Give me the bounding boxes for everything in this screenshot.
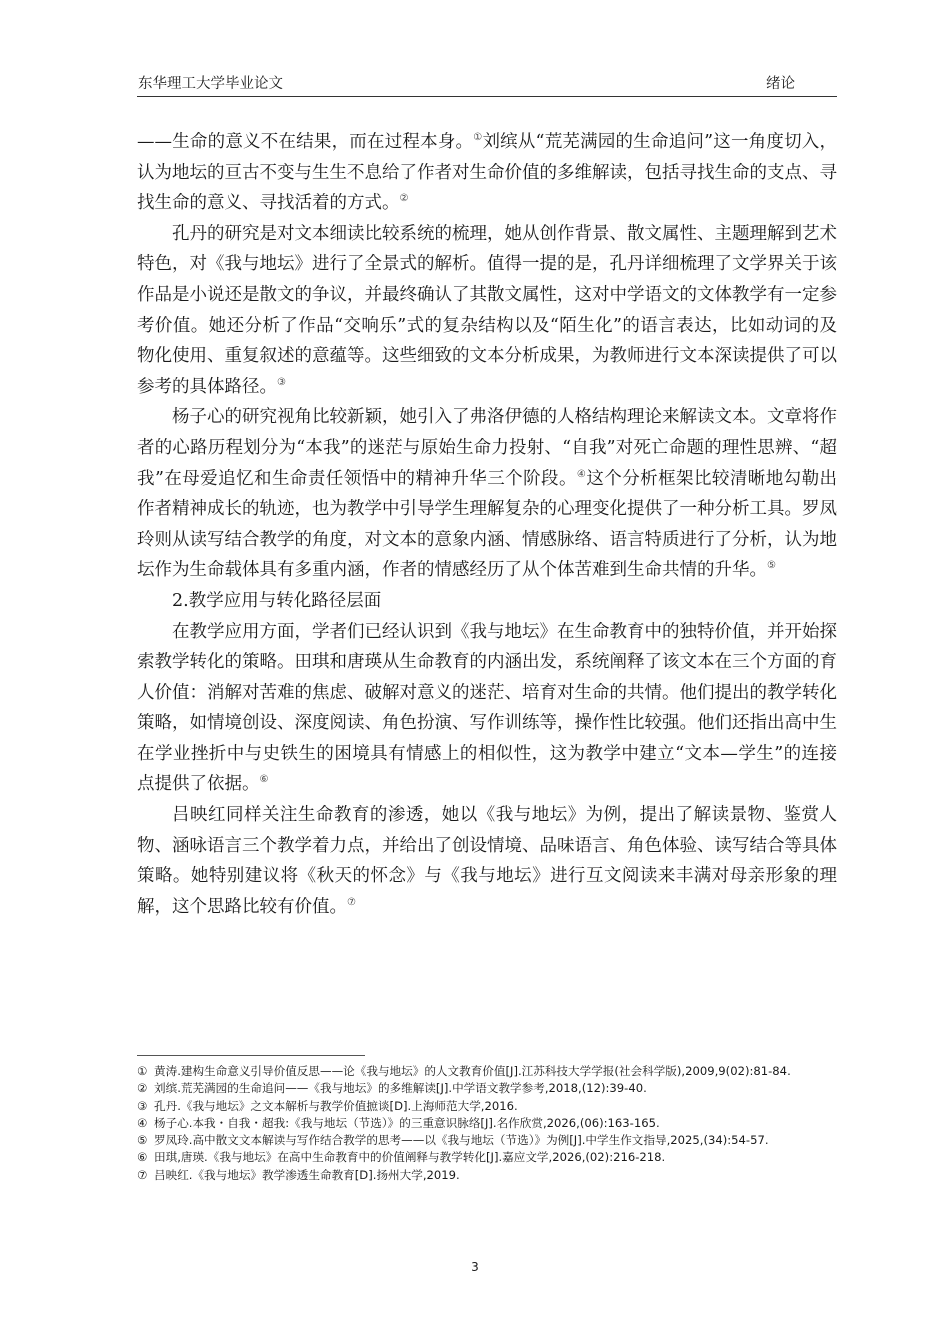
footnote-marker: ④: [137, 1115, 148, 1130]
paragraph-text: 孔丹的研究是对文本细读比较系统的梳理，她从创作背景、散文属性、主题理解到艺术特色，对《我与地坛》进行了全景式的解析。值得一提的是，孔丹详细梳理了文学界关于该作品是小说还是散文的争议，并最终确认了其散文属性，这对中学语文的文体教学有一定参考价值。她还分析了作品“交响乐”式的复杂结构以及“陌生化”的语言表达，比如动词的及物化使用、重复叙述的意蕴等。这些细致的文本分析成果，为教师进行文本深读提供了可以参考的具体路径。: [137, 223, 837, 397]
footnote-text: 吕映红.《我与地坛》教学渗透生命教育[D].扬州大学,2019.: [154, 1167, 460, 1182]
paragraph-text: ——生命的意义不在结果，而在过程本身。: [137, 132, 474, 152]
footnote-marker: ③: [137, 1098, 148, 1113]
footnote-text: 杨子心.本我・自我・超我:《我与地坛（节选）》的三重意识脉络[J].名作欣赏,2026,(06):163-165.: [154, 1115, 660, 1130]
paragraph-text: 在教学应用方面，学者们已经认识到《我与地坛》在生命教育中的独特价值，并开始探索教学转化的策略。田琪和唐瑛从生命教育的内涵出发，系统阐释了该文本在三个方面的育人价值：消解对苦难的焦虑、破解对意义的迷茫、培育对生命的共情。他们提出的教学转化策略，如情境创设、深度阅读、角色扮演、写作训练等，操作性比较强。他们还指出高中生在学业挫折中与史铁生的困境具有情感上的相似性，这为教学中建立“文本—学生”的连接点提供了依据。: [137, 621, 837, 795]
paragraph-3: [137, 402, 837, 586]
footnote-marker: ⑦: [137, 1167, 148, 1182]
footnote-marker: ⑤: [137, 1133, 148, 1148]
paragraph-text: 刘缤从“荒芜满园的生命追问”这一角度切入，认为地坛的亘古不变与生生不息给了作者对生命价值的多维解读，包括寻找生命的支点、寻找生命的意义、寻找活着的方式。: [137, 132, 837, 214]
heading-text: 2.教学应用与转化路径层面: [172, 590, 382, 611]
page-number: 3: [471, 1260, 479, 1274]
footnote-item: [137, 1115, 827, 1132]
footnote-text: 刘缤.荒芜满园的生命追问——《我与地坛》的多维解读[J].中学语文教学参考,2018,(12):39-40.: [154, 1081, 647, 1096]
footnote-item: [137, 1132, 827, 1149]
footnote-reference[interactable]: ⑥: [259, 774, 269, 786]
footnote-marker: ②: [137, 1081, 148, 1096]
footnote-item: [137, 1098, 827, 1115]
footnote-reference[interactable]: ⑤: [767, 560, 776, 572]
footnote-reference[interactable]: ⑦: [347, 896, 356, 908]
header-thesis-title: 东华理工大学毕业论文: [138, 76, 283, 92]
footnote-text: 孔丹.《我与地坛》之文本解析与教学价值摭谈[D].上海师范大学,2016.: [154, 1098, 518, 1113]
paragraph-1: [137, 127, 837, 219]
footnote-item: [137, 1149, 827, 1166]
footnote-reference[interactable]: ②: [399, 193, 409, 205]
paragraph-2: [137, 219, 837, 403]
paragraph-text: 吕映红同样关注生命教育的渗透，她以《我与地坛》为例，提出了解读景物、鉴赏人物、涵咏语言三个教学着力点，并给出了创设情境、品味语言、角色体验、读写结合等具体策略。她特别建议将《秋天的怀念》与《我与地坛》进行互文阅读来丰满对母亲形象的理解，这个思路比较有价值。: [137, 805, 837, 917]
footnote-text: 罗凤玲.高中散文文本解读与写作结合教学的思考——以《我与地坛（节选）》为例[J].中学生作文指导,2025,(34):54-57.: [154, 1133, 769, 1148]
footnote-marker: ①: [137, 1064, 148, 1078]
paragraph-5: [137, 800, 837, 922]
footnote-reference[interactable]: ④: [576, 468, 587, 480]
paragraph-4: [137, 617, 837, 801]
footnote-item: [137, 1063, 827, 1080]
footnote-item: [137, 1080, 827, 1097]
footnote-reference[interactable]: ③: [277, 376, 286, 388]
footnote-text: 黄涛.建构生命意义引导价值反思——论《我与地坛》的人文教育价值[J].江苏科技大学学报(社会科学版),2009,9(02):81-84.: [154, 1064, 791, 1078]
header-chapter-title: 绪论: [766, 76, 795, 92]
footnote-reference[interactable]: ①: [473, 132, 483, 143]
page-header: [137, 74, 837, 97]
paragraph-text: 杨子心的研究视角比较新颖，她引入了弗洛伊德的人格结构理论来解读文本。文章将作者的心路历程划分为“本我”的迷茫与原始生命力投射、“自我”对死亡命题的理性思辨、“超我”在母爱追忆和生命责任领悟中的精神升华三个阶段。: [137, 407, 837, 489]
footnote-text: 田琪,唐瑛.《我与地坛》在高中生命教育中的价值阐释与教学转化[J].嘉应文学,2026,(02):216-218.: [154, 1150, 666, 1165]
paragraph-text: 这个分析框架比较清晰地勾勒出作者精神成长的轨迹，也为教学中引导学生理解复杂的心理变化提供了一种分析工具。罗凤玲则从读写结合教学的角度，对文本的意象内涵、情感脉络、语言特质进行了分析，认为地坛作为生命载体具有多重内涵，作者的情感经历了从个体苦难到生命共情的升华。: [137, 468, 838, 581]
footnote-marker: ⑥: [137, 1150, 148, 1165]
main-body: [137, 127, 837, 922]
footnotes: [137, 1063, 827, 1184]
section-heading: [137, 586, 837, 617]
footnote-separator: [137, 1055, 365, 1056]
footnote-item: [137, 1167, 827, 1184]
